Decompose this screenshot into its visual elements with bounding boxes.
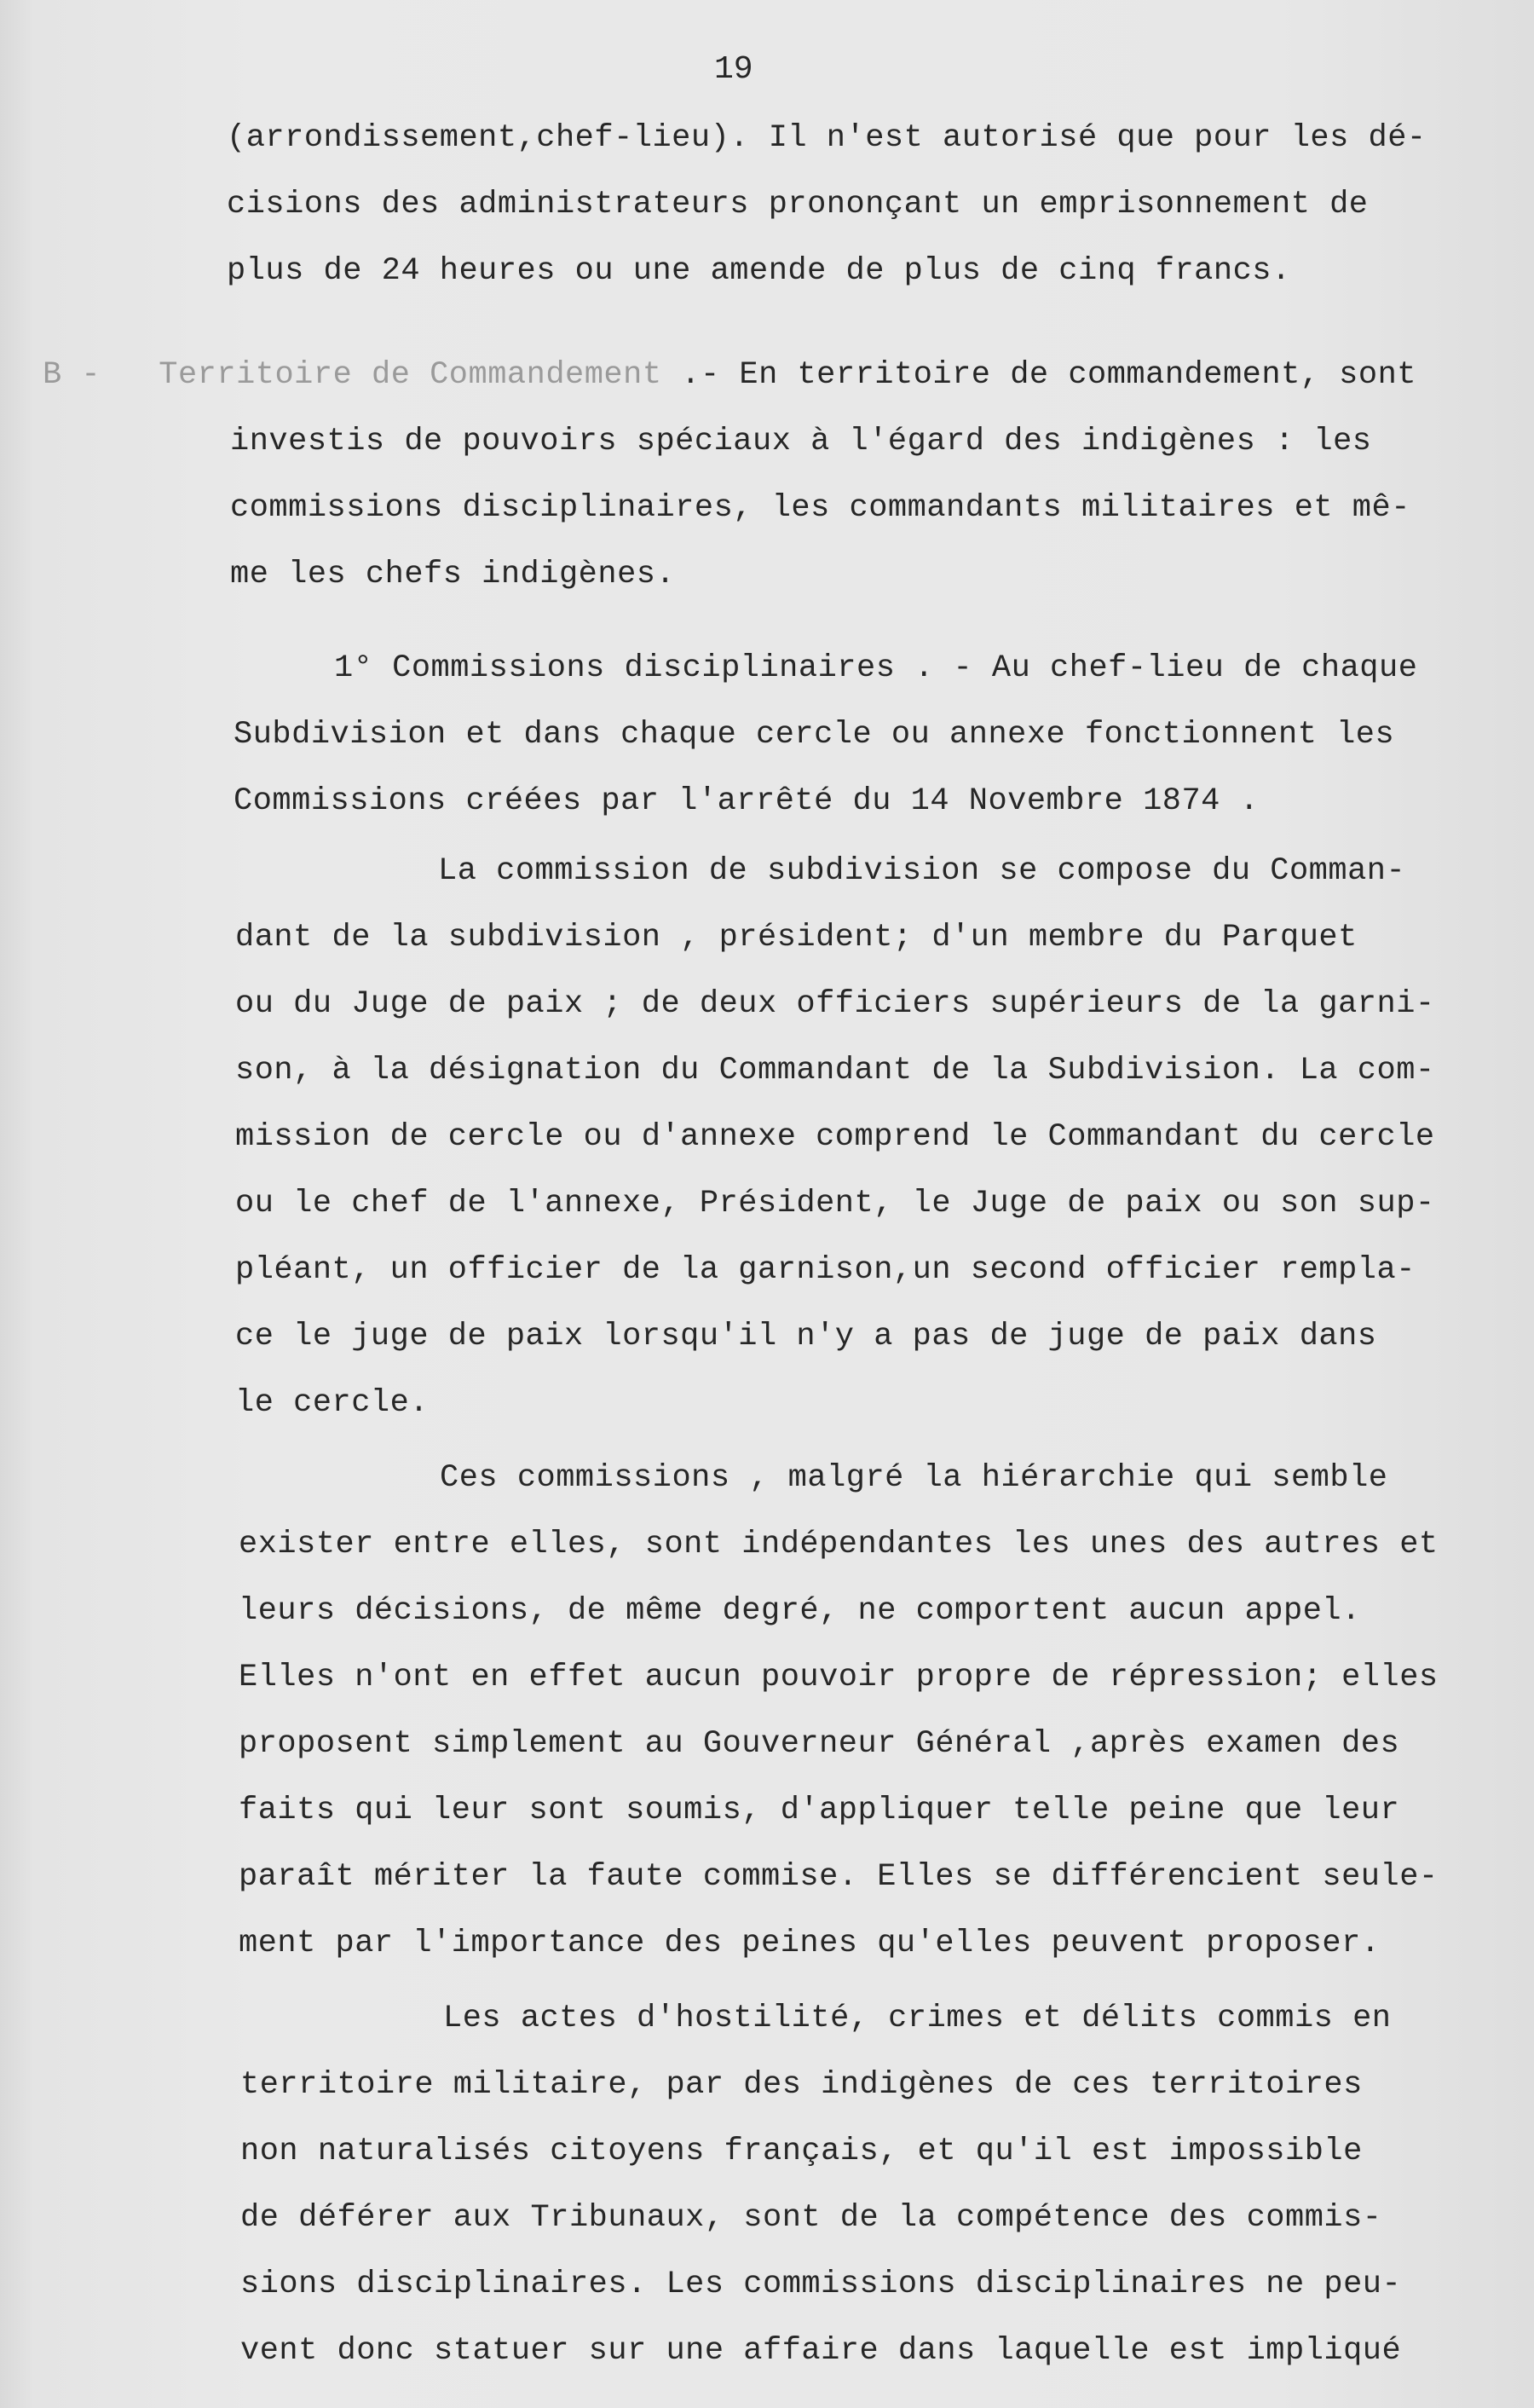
text-line: exister entre elles, sont indépendantes les unes des autres et (239, 1527, 1439, 1562)
text-line: ou le chef de l'annexe, Président, le Juge de paix ou son sup- (235, 1186, 1435, 1221)
subsection-heading-line: 1° Commissions disciplinaires . - Au chef-lieu de chaque (334, 650, 1418, 686)
section-marker: B - (43, 357, 101, 393)
text-line: investis de pouvoirs spéciaux à l'égard des indigènes : les (230, 424, 1372, 459)
text-line: ce le juge de paix lorsqu'il n'y a pas de juge de paix dans (235, 1319, 1377, 1354)
text-line: dant de la subdivision , président; d'un membre du Parquet (235, 920, 1358, 956)
text-line: proposent simplement au Gouverneur Général ,après examen des (239, 1726, 1400, 1762)
text-line: Ces commissions , malgré la hiérarchie qui semble (440, 1460, 1388, 1496)
text-line: cisions des administrateurs prononçant un emprisonnement de (227, 187, 1369, 222)
text-line: Elles n'ont en effet aucun pouvoir propre de répression; elles (239, 1660, 1439, 1695)
text-line: La commission de subdivision se compose du Comman- (438, 853, 1406, 889)
text-line: pléant, un officier de la garnison,un second officier rempla- (235, 1252, 1416, 1288)
text-line: son, à la désignation du Commandant de la Subdivision. La com- (235, 1053, 1435, 1089)
text-line: Les actes d'hostilité, crimes et délits commis en (443, 2001, 1392, 2036)
text-line: me les chefs indigènes. (230, 557, 676, 592)
text-line: de déférer aux Tribunaux, sont de la compétence des commis- (240, 2200, 1382, 2236)
text-line: ment par l'importance des peines qu'elles peuvent proposer. (239, 1926, 1381, 1961)
section-heading-continuation: .- En territoire de commandement, sont (661, 357, 1416, 393)
text-line: plus de 24 heures ou une amende de plus de cinq francs. (227, 253, 1291, 289)
section-heading: Territoire de Commandement (159, 357, 662, 393)
section-b-heading-line (43, 356, 1416, 394)
text-line: Commissions créées par l'arrêté du 14 Novembre 1874 . (234, 783, 1260, 819)
text-line: sions disciplinaires. Les commissions disciplinaires ne peu- (240, 2267, 1402, 2302)
text-line: le cercle. (235, 1385, 430, 1421)
text-line: vent donc statuer sur une affaire dans laquelle est impliqué (240, 2333, 1402, 2369)
text-line: (arrondissement,chef-lieu). Il n'est autorisé que pour les dé- (227, 120, 1427, 156)
text-line: paraît mériter la faute commise. Elles se différencient seule- (239, 1859, 1439, 1895)
page-number: 19 (714, 51, 753, 88)
text-line: leurs décisions, de même degré, ne comportent aucun appel. (239, 1593, 1361, 1629)
text-line: faits qui leur sont soumis, d'appliquer telle peine que leur (239, 1793, 1400, 1828)
text-line: commissions disciplinaires, les commandants militaires et mê- (230, 490, 1410, 526)
text-line: ou du Juge de paix ; de deux officiers supérieurs de la garni- (235, 986, 1435, 1022)
text-line: territoire militaire, par des indigènes de ces territoires (240, 2067, 1363, 2103)
text-line: Subdivision et dans chaque cercle ou annexe fonctionnent les (234, 717, 1395, 753)
text-line: non naturalisés citoyens français, et qu'il est impossible (240, 2134, 1363, 2169)
text-line: mission de cercle ou d'annexe comprend le Commandant du cercle (235, 1119, 1435, 1155)
